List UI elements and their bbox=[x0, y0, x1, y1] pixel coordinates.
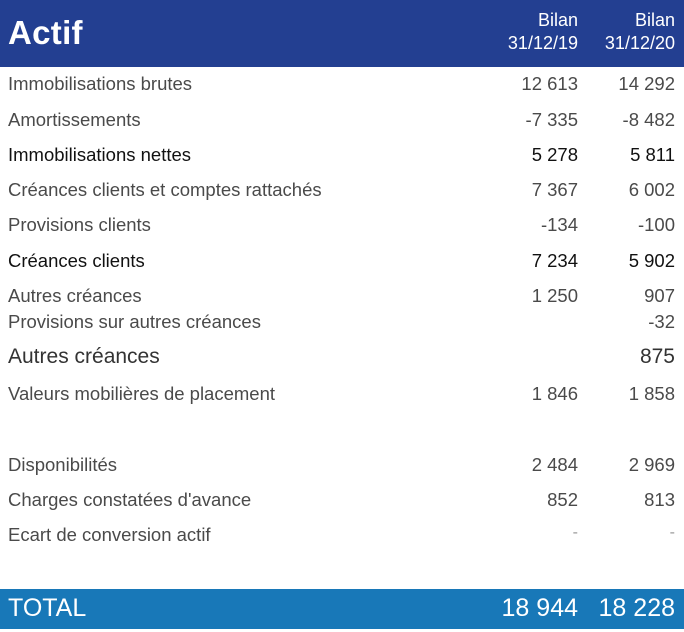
row-value-2019: 12 613 bbox=[521, 73, 578, 94]
row-value-2019: 1 250 bbox=[531, 285, 578, 306]
row-value-2019: 1 846 bbox=[531, 383, 578, 404]
row-value-2020: 907 bbox=[644, 285, 675, 306]
row-label: Valeurs mobilières de placement bbox=[8, 383, 276, 404]
row-value-2019: -7 335 bbox=[525, 109, 578, 130]
row-label: Créances clients bbox=[8, 250, 145, 271]
row-value-2020: 813 bbox=[644, 489, 675, 510]
table-header bbox=[0, 0, 684, 67]
row-value-2020: - bbox=[669, 524, 675, 541]
column-header-2020-line2: 31/12/20 bbox=[604, 33, 675, 53]
row-value-2019: 7 234 bbox=[531, 250, 578, 271]
row-value-2019: 7 367 bbox=[531, 179, 578, 200]
row-value-2020: 2 969 bbox=[628, 454, 675, 475]
row-label: Provisions sur autres créances bbox=[8, 311, 261, 332]
row-value-2020: 1 858 bbox=[628, 383, 675, 404]
column-header-2019-line1: Bilan bbox=[537, 10, 578, 30]
row-value-2020: 5 902 bbox=[628, 250, 675, 271]
total-value-2020: 18 228 bbox=[598, 594, 675, 622]
column-header-2020 bbox=[605, 9, 675, 55]
row-label: Autres créances bbox=[8, 285, 142, 306]
row-value-2020: 14 292 bbox=[618, 73, 675, 94]
total-value-2019: 18 944 bbox=[501, 594, 578, 622]
row-value-2020: -100 bbox=[637, 214, 675, 235]
column-header-2020-line1: Bilan bbox=[634, 10, 675, 30]
row-label: Créances clients et comptes rattachés bbox=[8, 179, 322, 200]
row-value-2020: -8 482 bbox=[622, 109, 675, 130]
column-header-2019 bbox=[508, 9, 578, 55]
row-label: Autres créances bbox=[8, 345, 160, 368]
row-label: Ecart de conversion actif bbox=[8, 524, 211, 545]
row-label: Charges constatées d'avance bbox=[8, 489, 252, 510]
row-value-2020: 6 002 bbox=[628, 179, 675, 200]
row-label: Amortissements bbox=[8, 109, 141, 130]
row-value-2020: 875 bbox=[639, 345, 675, 368]
row-value-2019: - bbox=[572, 524, 578, 541]
row-value-2019: 2 484 bbox=[531, 454, 578, 475]
row-label: Immobilisations nettes bbox=[8, 144, 192, 165]
total-label: TOTAL bbox=[8, 594, 87, 622]
row-label: Immobilisations brutes bbox=[8, 73, 193, 94]
row-value-2020: -32 bbox=[648, 311, 675, 332]
row-label: Provisions clients bbox=[8, 214, 151, 235]
column-header-2019-line2: 31/12/19 bbox=[507, 33, 578, 53]
row-value-2019: -134 bbox=[540, 214, 578, 235]
row-label: Disponibilités bbox=[8, 454, 117, 475]
row-value-2019: 852 bbox=[547, 489, 578, 510]
row-value-2019: 5 278 bbox=[531, 144, 578, 165]
row-value-2020: 5 811 bbox=[630, 144, 675, 165]
page-title: Actif bbox=[8, 14, 83, 51]
total-row bbox=[0, 589, 684, 629]
